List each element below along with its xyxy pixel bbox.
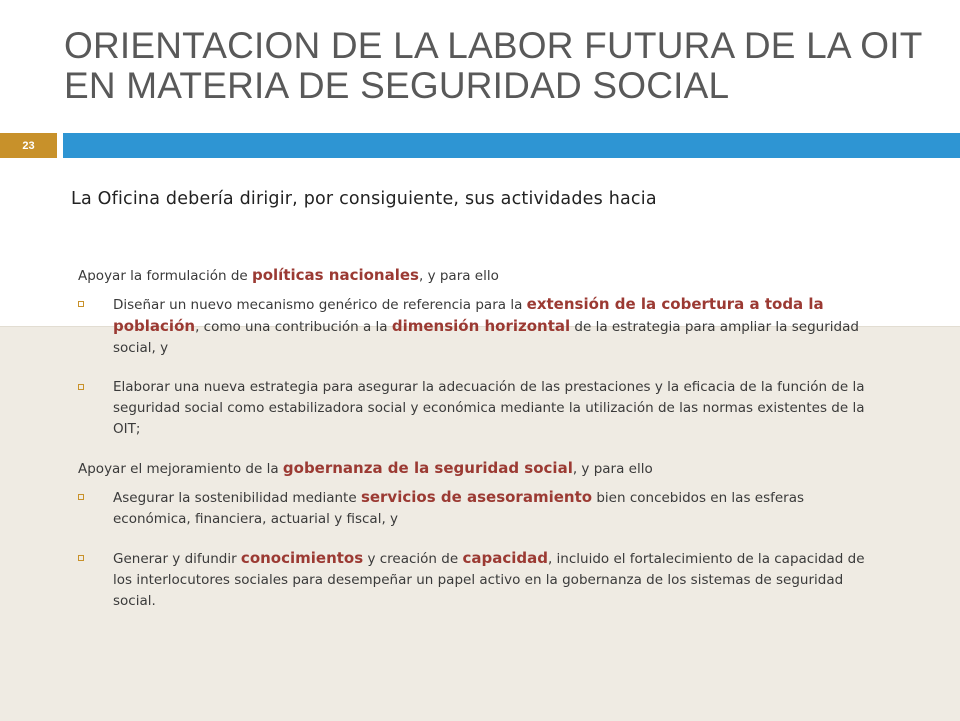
page-number-badge: 23 [0, 133, 57, 158]
section-heading-text: , y para ello [418, 268, 499, 284]
list-item [78, 548, 878, 612]
bullet-text: Diseñar un nuevo mecanismo genérico de referencia para la [113, 297, 527, 313]
slide-title [64, 26, 944, 106]
intro-text: La Oficina debería dirigir, por consiguiente, sus actividades hacia [71, 189, 657, 209]
section-heading-text: , y para ello [572, 461, 653, 477]
list-item [78, 487, 878, 530]
bullet-text: Generar y difundir [113, 551, 241, 567]
square-bullet-icon [78, 555, 84, 561]
header-divider-bar [63, 133, 960, 158]
highlight-capacidad: capacidad [462, 549, 548, 567]
bullet-text: de la estrategia para ampliar la seguridad social, y [113, 319, 859, 356]
square-bullet-icon [78, 384, 84, 390]
section-heading-gobernanza [78, 458, 878, 479]
section-heading-text: Apoyar la formulación de [78, 268, 252, 284]
list-item [78, 377, 878, 440]
square-bullet-icon [78, 494, 84, 500]
highlight-servicios-asesoramiento: servicios de asesoramiento [360, 488, 593, 506]
bullet-text: y creación de [363, 551, 463, 567]
bullet-text: Elaborar una nueva estrategia para asegurar la adecuación de las prestaciones y la eficacia de la función de la seguridad social como estabilizadora social y económica mediante la utilización de las normas existentes de la OIT; [113, 379, 865, 437]
highlight-conocimientos: conocimientos [240, 549, 364, 567]
list-item [78, 294, 878, 359]
section-heading-politicas [78, 265, 878, 286]
highlight-politicas-nacionales: políticas nacionales [251, 266, 419, 284]
square-bullet-icon [78, 301, 84, 307]
highlight-gobernanza: gobernanza de la seguridad social [282, 459, 573, 477]
slide-title-line-2: EN MATERIA DE SEGURIDAD SOCIAL [64, 65, 730, 106]
section-heading-text: Apoyar el mejoramiento de la [78, 461, 283, 477]
bullet-text: , incluido el fortalecimiento de la capacidad de los interlocutores sociales para desempeñar un papel activo en la gobernanza de los sistemas de seguridad social. [113, 551, 865, 609]
bullet-text: bien concebidos en las esferas económica, financiera, actuarial y fiscal, y [113, 490, 805, 527]
highlight-dimension-horizontal: dimensión horizontal [391, 317, 571, 335]
bullet-text: Asegurar la sostenibilidad mediante [113, 490, 361, 506]
bullet-text: , como una contribución a la [195, 319, 392, 335]
slide-content [78, 265, 878, 612]
slide-title-line-1: ORIENTACION DE LA LABOR FUTURA DE LA OIT [64, 25, 923, 66]
highlight-extension-cobertura: extensión de la cobertura a toda la población [113, 295, 824, 335]
